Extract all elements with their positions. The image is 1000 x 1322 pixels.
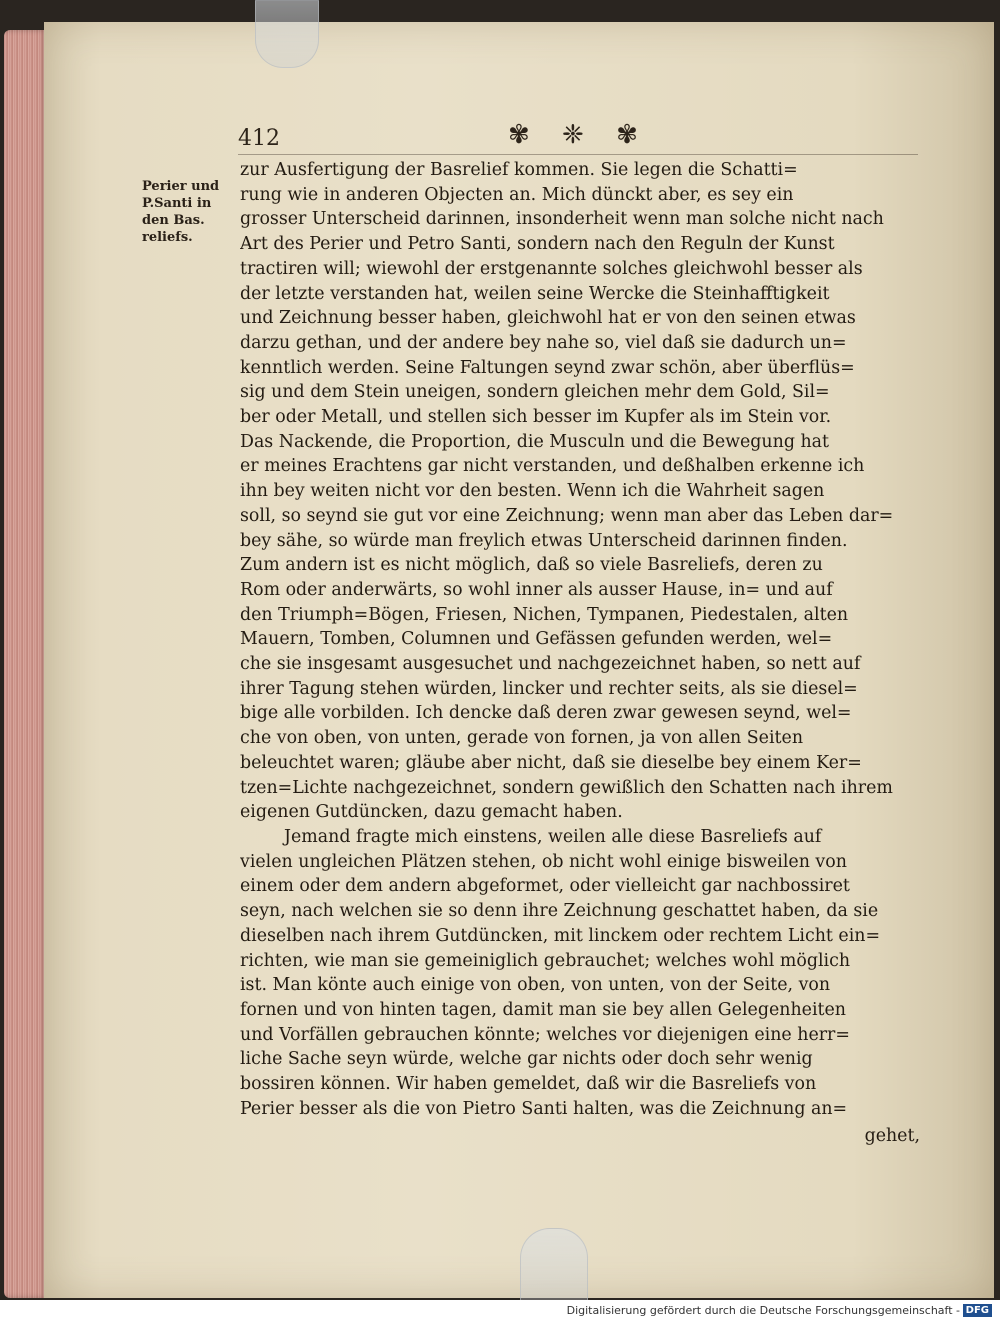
text-line: der letzte verstanden hat, weilen seine Wercke die Steinhafftigkeit: [240, 283, 830, 304]
text-line: zur Ausfertigung der Basrelief kommen. Sie legen die Schatti=: [240, 160, 798, 180]
margin-note: [142, 178, 242, 246]
text-line: Perier besser als die von Pietro Santi halten, was die Zeichnung an=: [240, 1098, 848, 1119]
text-line: grosser Unterscheid darinnen, insonderheit wenn man solche nicht nach: [240, 209, 884, 230]
page-header: [238, 118, 918, 155]
text-line: seyn, nach welchen sie so denn ihre Zeichnung geschattet haben, da sie: [240, 901, 879, 922]
footer-credit: Digitalisierung gefördert durch die Deutsche Forschungsgemeinschaft -: [566, 1304, 960, 1317]
catchword: gehet,: [864, 1126, 920, 1146]
text-line: sig und dem Stein uneigen, sondern gleichen mehr dem Gold, Sil=: [240, 382, 830, 403]
text-line: Art des Perier und Petro Santi, sondern nach den Reguln der Kunst: [240, 234, 835, 255]
footer-bar: [0, 1300, 1000, 1322]
text-line: einem oder dem andern abgeformet, oder vielleicht gar nachbossiret: [240, 876, 850, 897]
text-line: bige alle vorbilden. Ich dencke daß deren zwar gewesen seynd, wel=: [240, 703, 852, 724]
text-line: Das Nackende, die Proportion, die Musculn und die Bewegung hat: [240, 431, 830, 452]
text-line: fornen und von hinten tagen, damit man sie bey allen Gelegenheiten: [240, 999, 846, 1020]
text-line: den Triumph=Bögen, Friesen, Nichen, Tympanen, Piedestalen, alten: [240, 604, 849, 625]
text-line: und Vorfällen gebrauchen könnte; welches vor diejenigen eine herr=: [240, 1024, 850, 1045]
text-line: richten, wie man sie gemeiniglich gebrauchet; welches wohl möglich: [240, 950, 851, 971]
text-line: rung wie in anderen Objecten an. Mich dünckt aber, es sey ein: [240, 184, 794, 205]
dfg-logo: DFG: [963, 1304, 992, 1317]
margin-note-line: reliefs.: [142, 230, 193, 245]
text-line: Jemand fragte mich einstens, weilen alle diese Basreliefs auf: [284, 826, 822, 847]
page-clip-top: [255, 0, 319, 68]
book-page-edges: [4, 30, 48, 1298]
margin-note-line: P.Santi in: [142, 196, 212, 211]
text-line: bossiren können. Wir haben gemeldet, daß wir die Basreliefs von: [240, 1074, 817, 1095]
text-line: liche Sache seyn würde, welche gar nichts oder doch sehr wenig: [240, 1049, 813, 1070]
text-line: soll, so seynd sie gut vor eine Zeichnung; wenn man aber das Leben dar=: [240, 505, 894, 526]
text-line: ber oder Metall, und stellen sich besser im Kupfer als im Stein vor.: [240, 407, 832, 428]
page-clip-bottom: [520, 1228, 588, 1302]
margin-note-line: den Bas.: [142, 213, 205, 228]
text-line: dieselben nach ihrem Gutdüncken, mit linckem oder rechtem Licht ein=: [240, 925, 881, 946]
text-line: kenntlich werden. Seine Faltungen seynd zwar schön, aber überflüs=: [240, 357, 855, 378]
text-line: Rom oder anderwärts, so wohl inner als ausser Hause, in= und auf: [240, 579, 833, 600]
header-ornament: ✾ ❈ ✾: [508, 120, 650, 150]
margin-note-line: Perier und: [142, 179, 220, 194]
text-line: er meines Erachtens gar nicht verstanden, und deßhalben erkenne ich: [240, 456, 865, 477]
text-line: ist. Man könte auch einige von oben, von unten, von der Seite, von: [240, 975, 831, 996]
text-line: che sie insgesamt ausgesuchet und nachgezeichnet haben, so nett auf: [240, 654, 861, 675]
text-line: beleuchtet waren; gläube aber nicht, daß sie dieselbe bey einem Ker=: [240, 752, 862, 773]
text-line: ihn bey weiten nicht vor den besten. Wenn ich die Wahrheit sagen: [240, 481, 825, 502]
text-line: eigenen Gutdüncken, dazu gemacht haben.: [240, 802, 623, 823]
text-line: Mauern, Tomben, Columnen und Gefässen gefunden werden, wel=: [240, 629, 833, 650]
text-line: tractiren will; wiewohl der erstgenannte solches gleichwohl besser als: [240, 258, 863, 279]
text-line: che von oben, von unten, gerade von fornen, ja von allen Seiten: [240, 728, 804, 749]
text-line: darzu gethan, und der andere bey nahe so, viel daß sie dadurch un=: [240, 332, 847, 353]
text-line: vielen ungleichen Plätzen stehen, ob nicht wohl einige bisweilen von: [240, 851, 847, 872]
page-number: 412: [238, 126, 280, 151]
text-line: und Zeichnung besser haben, gleichwohl hat er von den seinen etwas: [240, 308, 856, 329]
text-line: Zum andern ist es nicht möglich, daß so viele Basreliefs, deren zu: [240, 555, 823, 576]
text-line: tzen=Lichte nachgezeichnet, sondern gewißlich den Schatten nach ihrem: [240, 777, 893, 798]
text-line: ihrer Tagung stehen würden, lincker und rechter seits, als sie diesel=: [240, 678, 858, 699]
body-text: [240, 158, 920, 1121]
text-line: bey sähe, so würde man freylich etwas Unterscheid darinnen finden.: [240, 530, 848, 551]
